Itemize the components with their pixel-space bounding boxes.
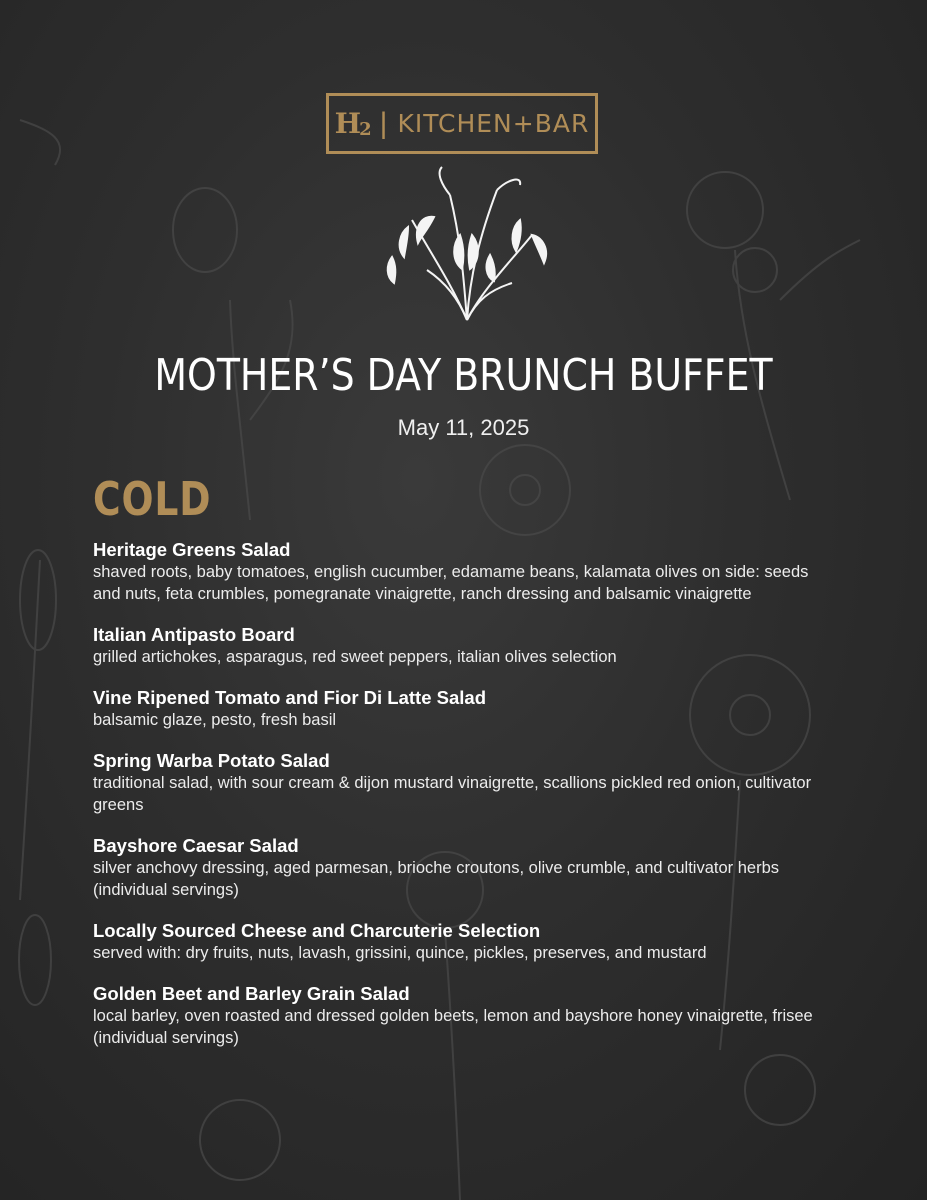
menu-item-list	[93, 539, 833, 1068]
menu-item-name: Bayshore Caesar Salad	[93, 835, 299, 856]
menu-item	[93, 835, 833, 901]
menu-item	[93, 624, 833, 668]
menu-item-name: Italian Antipasto Board	[93, 624, 295, 645]
menu-item-description: grilled artichokes, asparagus, red sweet peppers, italian olives selection	[93, 648, 617, 666]
menu-item-description: served with: dry fruits, nuts, lavash, grissini, quince, pickles, preserves, and mustard	[93, 944, 707, 962]
menu-item-name: Locally Sourced Cheese and Charcuterie Selection	[93, 920, 541, 941]
menu-item-name: Vine Ripened Tomato and Fior Di Latte Salad	[93, 687, 487, 708]
snowdrop-flower-icon	[372, 165, 562, 325]
menu-item	[93, 983, 833, 1049]
menu-item-description: balsamic glaze, pesto, fresh basil	[93, 711, 337, 729]
menu-item-description: local barley, oven roasted and dressed golden beets, lemon and bayshore honey vinaigrette, frisee (individual servings)	[93, 1007, 813, 1047]
menu-item-name: Golden Beet and Barley Grain Salad	[93, 983, 410, 1004]
menu-item	[93, 750, 833, 816]
brand-mark: $H_2$	[334, 107, 370, 140]
menu-item-name: Spring Warba Potato Salad	[93, 750, 330, 771]
menu-item-name: Heritage Greens Salad	[93, 539, 291, 560]
brand-name: KITCHEN+BAR	[397, 109, 590, 138]
menu-item	[93, 539, 833, 605]
menu-item-description: shaved roots, baby tomatoes, english cucumber, edamame beans, kalamata olives on side: seeds and nuts, feta crumbles, pomegranate vinaigrette, ranch dressing and balsamic vinaigrette	[93, 563, 809, 603]
menu-item-description: traditional salad, with sour cream & dijon mustard vinaigrette, scallions pickled red onion, cultivator greens	[93, 774, 812, 814]
brand-logo	[326, 93, 598, 154]
menu-item-description: silver anchovy dressing, aged parmesan, brioche croutons, olive crumble, and cultivator herbs (individual servings)	[93, 859, 780, 899]
section-title-cold: COLD	[93, 472, 212, 526]
brand-separator: |	[379, 106, 388, 140]
menu-item	[93, 687, 833, 731]
event-date: May 11, 2025	[397, 415, 530, 440]
menu-item	[93, 920, 833, 964]
page-title: MOTHER’S DAY BRUNCH BUFFET	[154, 350, 773, 401]
